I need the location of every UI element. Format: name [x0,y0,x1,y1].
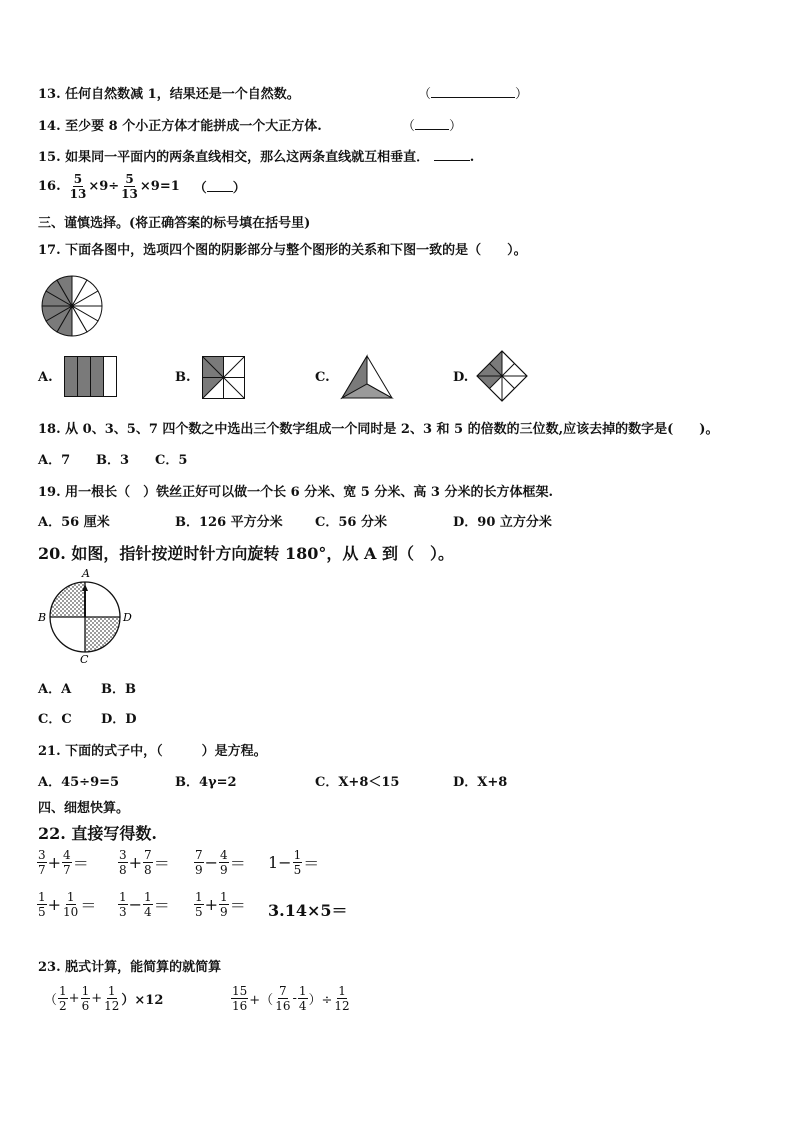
option-b-label[interactable]: B. [175,370,191,385]
question-text: 从 0、3、5、7 四个数之中选出三个数字组成一个同时是 2、3 和 5 的倍数的三位数,应该去掉的数字是( )。 [65,422,719,437]
label-a: A [82,567,90,580]
question-text: 用一根长（ ）铁丝正好可以做一个长 6 分米、宽 5 分米、高 3 分米的长方体框架. [65,485,553,500]
expression-22-3: $\frac{7}{9}$ − $\frac{4}{9}$ ＝ [195,848,246,877]
option-d-label[interactable]: D. [453,370,469,385]
option-a[interactable]: A．A [38,682,72,697]
option-a-label[interactable]: A. [38,370,53,385]
option-c[interactable]: C．5 [155,453,188,468]
expression-22-2: $\frac{3}{8}$ + $\frac{7}{8}$ ＝ [119,848,170,877]
option-d[interactable]: D．D [101,712,137,727]
option-b-figure[interactable] [202,356,246,400]
section-four-title: 四、细想快算。 [38,801,130,816]
option-d[interactable]: D．X+8 [453,775,508,790]
option-c[interactable]: C．56 分米 [315,515,387,530]
question-text: 如果同一平面内的两条直线相交，那么这两条直线就互相垂直． [65,150,430,165]
answer-blank-15[interactable] [434,148,470,161]
question-23 [38,956,221,975]
option-d[interactable]: D．90 立方分米 [453,515,552,530]
label-c: C [80,653,89,666]
question-text: 直接写得数. [71,824,157,843]
option-b[interactable]: B．4γ=2 [175,775,237,790]
option-a[interactable]: A．45÷9=5 [38,775,120,790]
label-b: B [38,611,47,624]
option-c-figure[interactable] [340,354,394,400]
option-c-label[interactable]: C. [315,370,330,385]
expression-23-1: （ $\frac{1}{2}$ + $\frac{1}{6}$ + $\frac{1}{12}$ ）×12 [44,984,164,1013]
answer-blank-14[interactable]: （ ） [402,119,463,134]
option-d-figure[interactable] [476,350,530,404]
question-text: 如图，指针按逆时针方向旋转 180°，从 A 到（ ）。 [71,544,454,563]
expression-22-4: 1− $\frac{1}{5}$ ＝ [268,848,320,877]
answer-blank-13[interactable]: （ ） [418,87,529,102]
question-number: 19. [38,485,61,500]
expression-22-6: $\frac{1}{3}$ − $\frac{1}{4}$ ＝ [119,890,170,919]
question-number: 20. [38,544,66,563]
answer-blank-16[interactable]: （ ） [193,181,246,196]
option-c[interactable]: C．C [38,712,72,727]
question-number: 13. [38,87,61,102]
question-number: 16. [38,179,61,194]
question-number: 23. [38,960,61,975]
question-text: 至少要 8 个小正方体才能拼成一个大正方体. [65,119,322,134]
question-number: 21. [38,744,61,759]
question-15: 15. 如果同一平面内的两条直线相交，那么这两条直线就互相垂直． . [38,150,475,165]
question-text: 任何自然数减 1，结果还是一个自然数。 [65,87,300,102]
option-b[interactable]: B．B [101,682,136,697]
question-16: 16. $\frac{5}{13}$ ×9÷ $\frac{5}{13}$ ×9=1 （ ） [38,172,246,201]
section-three-title: 三、谨慎选择。(将正确答案的标号填在括号里) [38,216,311,231]
option-b[interactable]: B．126 平方分米 [175,515,283,530]
option-a[interactable]: A．56 厘米 [38,515,110,530]
fraction: $\frac{5}{13}$ [69,172,87,201]
option-a[interactable]: A．7 [38,453,71,468]
question-text: 脱式计算，能简算的就简算 [65,960,222,975]
expression-23-2: $\frac{15}{16}$ +（ $\frac{7}{16}$ - $\frac{1}{4}$ ）÷ $\frac{1}{12}$ [232,984,350,1013]
expression-22-7: $\frac{1}{5}$ + $\frac{1}{9}$ ＝ [195,890,246,919]
option-b[interactable]: B．3 [96,453,130,468]
expression-22-8: 3.14×5＝ [268,901,348,920]
label-d: D [123,611,132,624]
question-17 [38,239,527,258]
question-21 [38,740,267,759]
question-number: 18. [38,422,61,437]
question-14 [38,115,322,134]
dial-figure [36,566,142,666]
question-18 [38,418,718,437]
option-a-figure[interactable] [64,356,120,398]
question-19 [38,481,553,500]
reference-circle-figure [40,274,104,338]
question-text: 下面各图中，选项四个图的阴影部分与整个图形的关系和下图一致的是（ ）。 [65,243,527,258]
question-number: 22. [38,824,66,843]
option-c[interactable]: C．X+8＜15 [315,775,400,790]
question-20 [38,541,454,564]
expression-22-1: $\frac{3}{7}$ + $\frac{4}{7}$ ＝ [38,848,89,877]
question-13 [38,83,300,102]
question-text: 下面的式子中，（ ）是方程。 [65,744,267,759]
question-number: 14. [38,119,61,134]
question-22 [38,821,157,844]
question-number: 17. [38,243,61,258]
question-number: 15. [38,150,61,165]
expression-22-5: $\frac{1}{5}$ + $\frac{1}{10}$ ＝ [38,890,97,919]
fraction: $\frac{5}{13}$ [121,172,138,201]
